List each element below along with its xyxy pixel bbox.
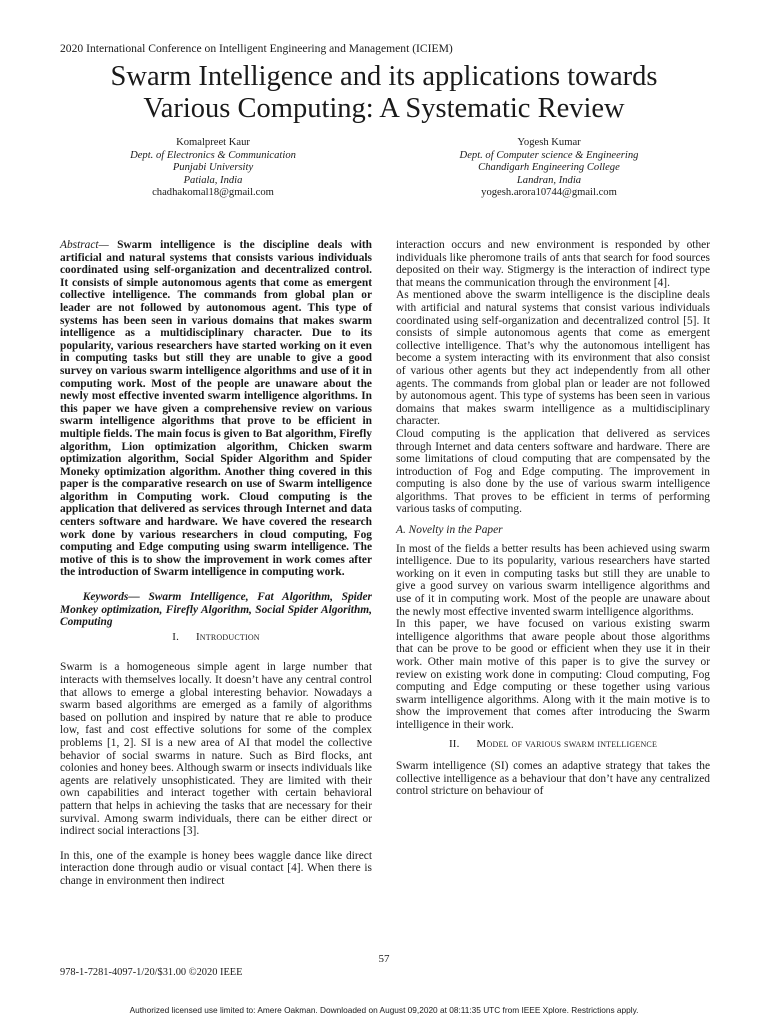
section-title: Introduction — [195, 630, 260, 643]
author-location: Patiala, India — [183, 174, 243, 186]
keywords-label: Keywords— — [82, 591, 140, 604]
paragraph: In this paper, we have focused on various existing swarm intelligence algorithms that aware people about those algorithms that can be prove to be good or efficient when they use it in their work. Other main motive of this paper is to give the survey or review on existing work done in computing: Cloud computing, Fog computing and Edge computing or these together using various swarm intelligence algorithms. Along with it the main motive is to show the improvement that comes after introducing the Swarm intelligence in their work. — [396, 618, 710, 731]
author-institution: Punjabi University — [172, 162, 254, 174]
left-column — [60, 239, 372, 888]
paragraph: In most of the fields a better results has been achieved using swarm intelligence. Due to its popularity, various researchers have started working on it even in computing tasks but still they are unable to give a good survey on various swarm intelligence algorithms and use of it in computing work. Most of the people are unaware about the newly most effective invented swarm intelligence algorithms. — [396, 542, 710, 618]
paragraph: interaction occurs and new environment is responded by other individuals like pheromone trails of ants that search for food sources deposited on their way. Stigmergy is the interaction of indirect type that means the communication through the environment [4]. — [396, 239, 710, 289]
section-heading-model — [396, 738, 710, 751]
paper-title-line-2: Various Computing: A Systematic Review — [143, 93, 625, 124]
author-block-1 — [88, 137, 338, 200]
paragraph: Cloud computing is the application that delivered as services through Internet and data centers software and hardware. There are some limitations of cloud computing that are compensated by the introduction of Fog and Edge computing. The improvement in computing is also done by the use of various swarm intelligence algorithms. That proves to be efficient in terms of performing various tasks of computing. — [396, 427, 710, 516]
subsection-heading-novelty: A. Novelty in the Paper — [396, 524, 503, 537]
author-dept: Dept. of Electronics & Communication — [130, 149, 296, 161]
author-name: Komalpreet Kaur — [176, 137, 250, 148]
right-column — [396, 239, 710, 798]
section-number: II. — [448, 737, 460, 750]
page-number: 57 — [378, 953, 390, 965]
conference-header: 2020 International Conference on Intelligent Engineering and Management (ICIEM) — [60, 42, 453, 55]
keywords — [60, 591, 372, 629]
paragraph: As mentioned above the swarm intelligence is the discipline deals with artificial and natural systems that consist various individuals coordinated using self-organization and decentralized control [5]. It consists of simple autonomous agents that come as emergent collective intelligence. That’s why the autonomous intelligent has become a system interacting with its environment that also consist of various other agents but they act independently from all other agents. The commands from global plan or leader are not followed by autonomous agent. This type of systems has been seen in various domains that makes swarm intelligence as a multidisciplinary character. — [396, 289, 710, 428]
abstract — [60, 239, 372, 579]
author-location: Landran, India — [516, 174, 582, 186]
license-footer: Authorized licensed use limited to: Amere Oakman. Downloaded on August 09,2020 at 08:11:35 UTC from IEEE Xplore. Restrictions apply. — [129, 1005, 639, 1015]
abstract-label: Abstract— — [60, 239, 109, 251]
author-email: chadhakomal18@gmail.com — [152, 187, 274, 199]
abstract-text: Swarm intelligence is the discipline deals with artificial and natural systems that consists various individuals coordinated using self-organization and decentralized control. It consists of simple autonomous agents that come as emergent collective intelligence. The commands from global plan or leader are not followed by autonomous agent. This type of systems has been seen in various domains that makes swarm intelligence as a multidisciplinary character. Due to its popularity, various researchers have started working on it even in computing tasks but still they are unable to give a good survey on various swarm intelligence algorithms and use of it in computing work. Most of the people are unaware about the newly most effective invented swarm intelligence algorithms. In this paper we have given a comprehensive review on various swarm intelligence algorithms that prove to be efficient in multiple fields. The main focus is given to Bat algorithm, Firefly algorithm, Lion optimization algorithm, Chicken swarm optimization algorithm, Social Spider Algorithm and Spider Moneky optimization algorithm. Another thing covered in this paper is the comparative research on use of Swarm intelligence algorithm in Computing work. Cloud computing is the application that delivered as services through Internet and data centers software and hardware. We have covered the research work done by various researchers in cloud computing, Fog computing and Edge computing using swarm intelligence. The motive of this is to show the improvement in work comes after the introduction of Swarm intelligence in computing work. — [60, 239, 372, 579]
author-dept: Dept. of Computer science & Engineering — [459, 149, 639, 161]
keywords-text: Swarm Intelligence, Fat Algorithm, Spider Monkey optimization, Firefly Algorithm, Social Spider Algorithm, Computing — [60, 591, 372, 629]
section-heading-introduction — [60, 631, 372, 644]
paragraph: Swarm is a homogeneous simple agent in large number that interacts with themselves locally. It doesn’t have any central control that allows to emerge a global interesting behavior. Nowadays a swarm based algorithms are emerged as a family of algorithms based on pollution and inspired by nature that re able to produce low, fast and cost effective solutions for some of the complex problems [1, 2]. SI is a new area of AI that model the collective behavior of social swarms in nature. Such as Bird flocks, ant colonies and honey bees. Although swarm or insects individuals like agents are relatively unsophisticated. They are limited with their own capabilities and interact together with certain behavioral pattern that helps in achieving the tasks that are necessary for their survival. Among swarm individuals, there can be either direct or indirect social interactions [3]. — [60, 661, 372, 838]
isbn-copyright: 978-1-7281-4097-1/20/$31.00 ©2020 IEEE — [60, 967, 243, 978]
paragraph: Swarm intelligence (SI) comes an adaptive strategy that takes the collective intelligence as a behaviour that don’t have any centralized control stricture on behaviour of — [396, 760, 710, 798]
section-number: I. — [172, 630, 180, 643]
author-institution: Chandigarh Engineering College — [478, 162, 620, 174]
author-block-2 — [424, 137, 674, 200]
paper-title-line-1: Swarm Intelligence and its applications towards — [110, 61, 658, 92]
paragraph: In this, one of the example is honey bees waggle dance like direct interaction done through audio or visual contact [4]. When there is change in environment then indirect — [60, 849, 372, 887]
section-title: Model of various swarm intelligence — [476, 737, 658, 750]
author-name: Yogesh Kumar — [517, 137, 581, 148]
author-email: yogesh.arora10744@gmail.com — [481, 187, 617, 199]
